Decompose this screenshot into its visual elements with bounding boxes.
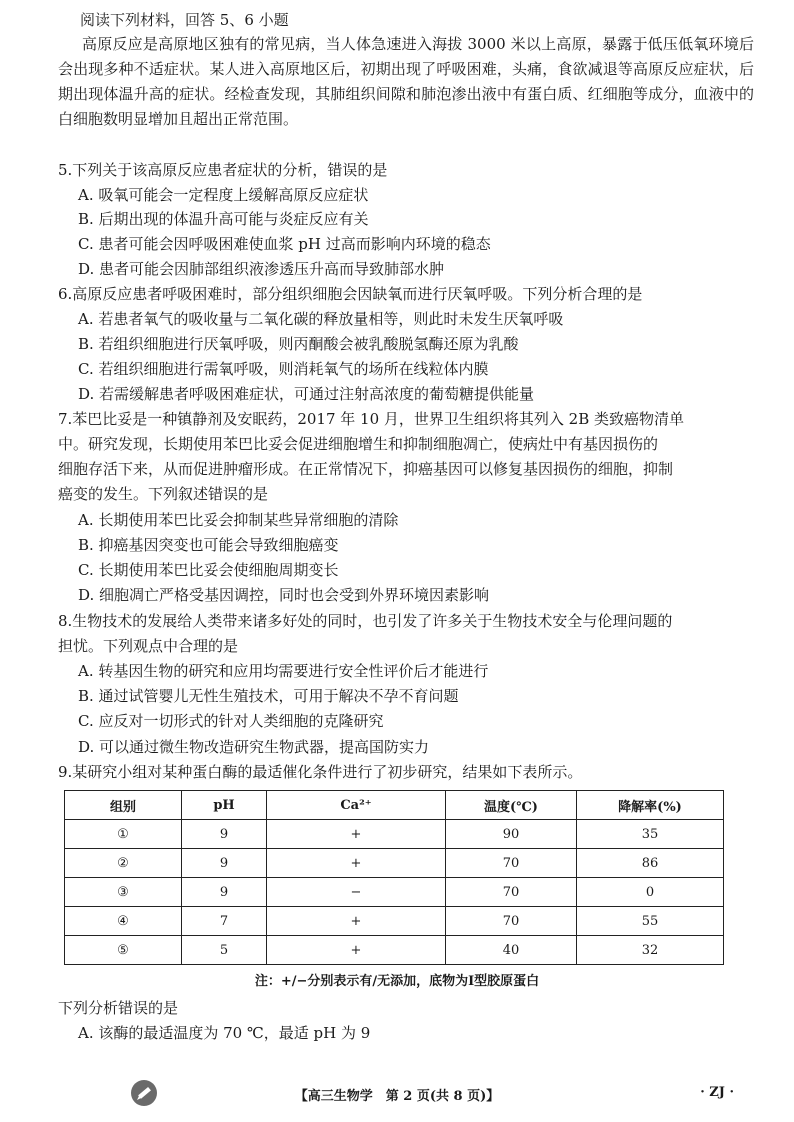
question-6-option-c: C. 若组织细胞进行需氧呼吸，则消耗氧气的场所在线粒体内膜 <box>78 360 489 378</box>
table-cell: 90 <box>446 820 577 849</box>
table-cell: 7 <box>182 907 267 936</box>
question-8-option-b: B. 通过试管婴儿无性生殖技术，可用于解决不孕不育问题 <box>78 687 459 705</box>
footer-region-code: · ZJ · <box>700 1085 734 1100</box>
question-8-option-a: A. 转基因生物的研究和应用均需要进行安全性评价后才能进行 <box>78 662 489 680</box>
question-7-option-b: B. 抑癌基因突变也可能会导致细胞癌变 <box>78 536 339 554</box>
table-header-cell: Ca²⁺ <box>267 791 446 820</box>
question-9-followup: 下列分析错误的是 <box>58 999 179 1017</box>
table-cell: + <box>267 820 446 849</box>
question-9-option-a: A. 该酶的最适温度为 70 ℃，最适 pH 为 9 <box>78 1024 371 1042</box>
table-cell: + <box>267 849 446 878</box>
table-row <box>65 878 724 907</box>
table-cell: 40 <box>446 936 577 965</box>
table-header-cell: 组别 <box>65 791 182 820</box>
table-cell: 55 <box>577 907 724 936</box>
question-7-option-d: D. 细胞凋亡严格受基因调控，同时也会受到外界环境因素影响 <box>78 586 490 604</box>
results-table <box>64 790 724 965</box>
table-header-cell: 降解率(%) <box>577 791 724 820</box>
table-cell: 32 <box>577 936 724 965</box>
table-cell: ① <box>65 820 182 849</box>
table-cell: − <box>267 878 446 907</box>
table-cell: ④ <box>65 907 182 936</box>
question-8-stem-line-2: 担忧。下列观点中合理的是 <box>58 637 239 655</box>
question-7-stem-line-2: 中。研究发现，长期使用苯巴比妥会促进细胞增生和抑制细胞凋亡，使病灶中有基因损伤的 <box>58 435 659 453</box>
table-header-cell: pH <box>182 791 267 820</box>
table-cell: + <box>267 907 446 936</box>
table-cell: ② <box>65 849 182 878</box>
table-header-row <box>65 791 724 820</box>
table-cell: 9 <box>182 849 267 878</box>
table-row <box>65 936 724 965</box>
table-cell: 5 <box>182 936 267 965</box>
table-row <box>65 907 724 936</box>
table-cell: 9 <box>182 878 267 907</box>
question-6-option-d: D. 若需缓解患者呼吸困难症状，可通过注射高浓度的葡萄糖提供能量 <box>78 385 535 403</box>
question-7-stem-line-3: 细胞存活下来，从而促进肿瘤形成。在正常情况下，抑癌基因可以修复基因损伤的细胞，抑制 <box>58 460 674 478</box>
table-cell: 70 <box>446 849 577 878</box>
table-cell: ⑤ <box>65 936 182 965</box>
material-paragraph: 高原反应是高原地区独有的常见病，当人体急速进入海拔 3000 米以上高原，暴露于低压低氧环境后会出现多种不适症状。某人进入高原地区后，初期出现了呼吸困难，头痛，食欲减退等高原反应症状，后期出现体温升高的症状。经检查发现，其肺组织间隙和肺泡渗出液中有蛋白质、红细胞等成分，血液中的白细胞数明显增加且超出正常范围。 <box>58 35 754 128</box>
question-5-option-d: D. 患者可能会因肺部组织液渗透压升高而导致肺部水肿 <box>78 260 445 278</box>
table-row <box>65 820 724 849</box>
table-cell: 35 <box>577 820 724 849</box>
question-5-stem: 5.下列关于该高原反应患者症状的分析，错误的是 <box>58 161 388 179</box>
question-5-option-a: A. 吸氧可能会一定程度上缓解高原反应症状 <box>78 186 369 204</box>
question-6-stem: 6.高原反应患者呼吸困难时，部分组织细胞会因缺氧而进行厌氧呼吸。下列分析合理的是 <box>58 285 643 303</box>
question-8-option-d: D. 可以通过微生物改造研究生物武器，提高国防实力 <box>78 738 430 756</box>
table-cell: 86 <box>577 849 724 878</box>
question-9-stem: 9.某研究小组对某种蛋白酶的最适催化条件进行了初步研究，结果如下表所示。 <box>58 763 583 781</box>
question-6-option-a: A. 若患者氧气的吸收量与二氧化碳的释放量相等，则此时未发生厌氧呼吸 <box>78 310 564 328</box>
question-7-stem-line-1: 7.苯巴比妥是一种镇静剂及安眠药，2017 年 10 月，世界卫生组织将其列入 2B 类致癌物清单 <box>58 410 684 428</box>
table-cell: ③ <box>65 878 182 907</box>
material-intro: 阅读下列材料，回答 5、6 小题 <box>80 11 289 29</box>
question-7-option-a: A. 长期使用苯巴比妥会抑制某些异常细胞的清除 <box>78 511 399 529</box>
table-cell: 70 <box>446 907 577 936</box>
footer-page-info: 【高三生物学 第 2 页(共 8 页)】 <box>294 1089 500 1104</box>
question-8-stem-line-1: 8.生物技术的发展给人类带来诸多好处的同时，也引发了许多关于生物技术安全与伦理问题的 <box>58 612 673 630</box>
table-cell: 70 <box>446 878 577 907</box>
question-5-option-b: B. 后期出现的体温升高可能与炎症反应有关 <box>78 210 369 228</box>
question-5-option-c: C. 患者可能会因呼吸困难使血浆 pH 过高而影响内环境的稳态 <box>78 235 491 253</box>
question-8-option-c: C. 应反对一切形式的针对人类细胞的克隆研究 <box>78 712 384 730</box>
table-header-cell: 温度(℃) <box>446 791 577 820</box>
table-note: 注：+/−分别表示有/无添加，底物为Ⅰ型胶原蛋白 <box>254 974 540 989</box>
table-cell: 9 <box>182 820 267 849</box>
table-cell: 0 <box>577 878 724 907</box>
question-7-option-c: C. 长期使用苯巴比妥会使细胞周期变长 <box>78 561 339 579</box>
question-6-option-b: B. 若组织细胞进行厌氧呼吸，则丙酮酸会被乳酸脱氢酶还原为乳酸 <box>78 335 519 353</box>
table-row <box>65 849 724 878</box>
table-cell: + <box>267 936 446 965</box>
question-7-stem-line-4: 癌变的发生。下列叙述错误的是 <box>58 485 269 503</box>
